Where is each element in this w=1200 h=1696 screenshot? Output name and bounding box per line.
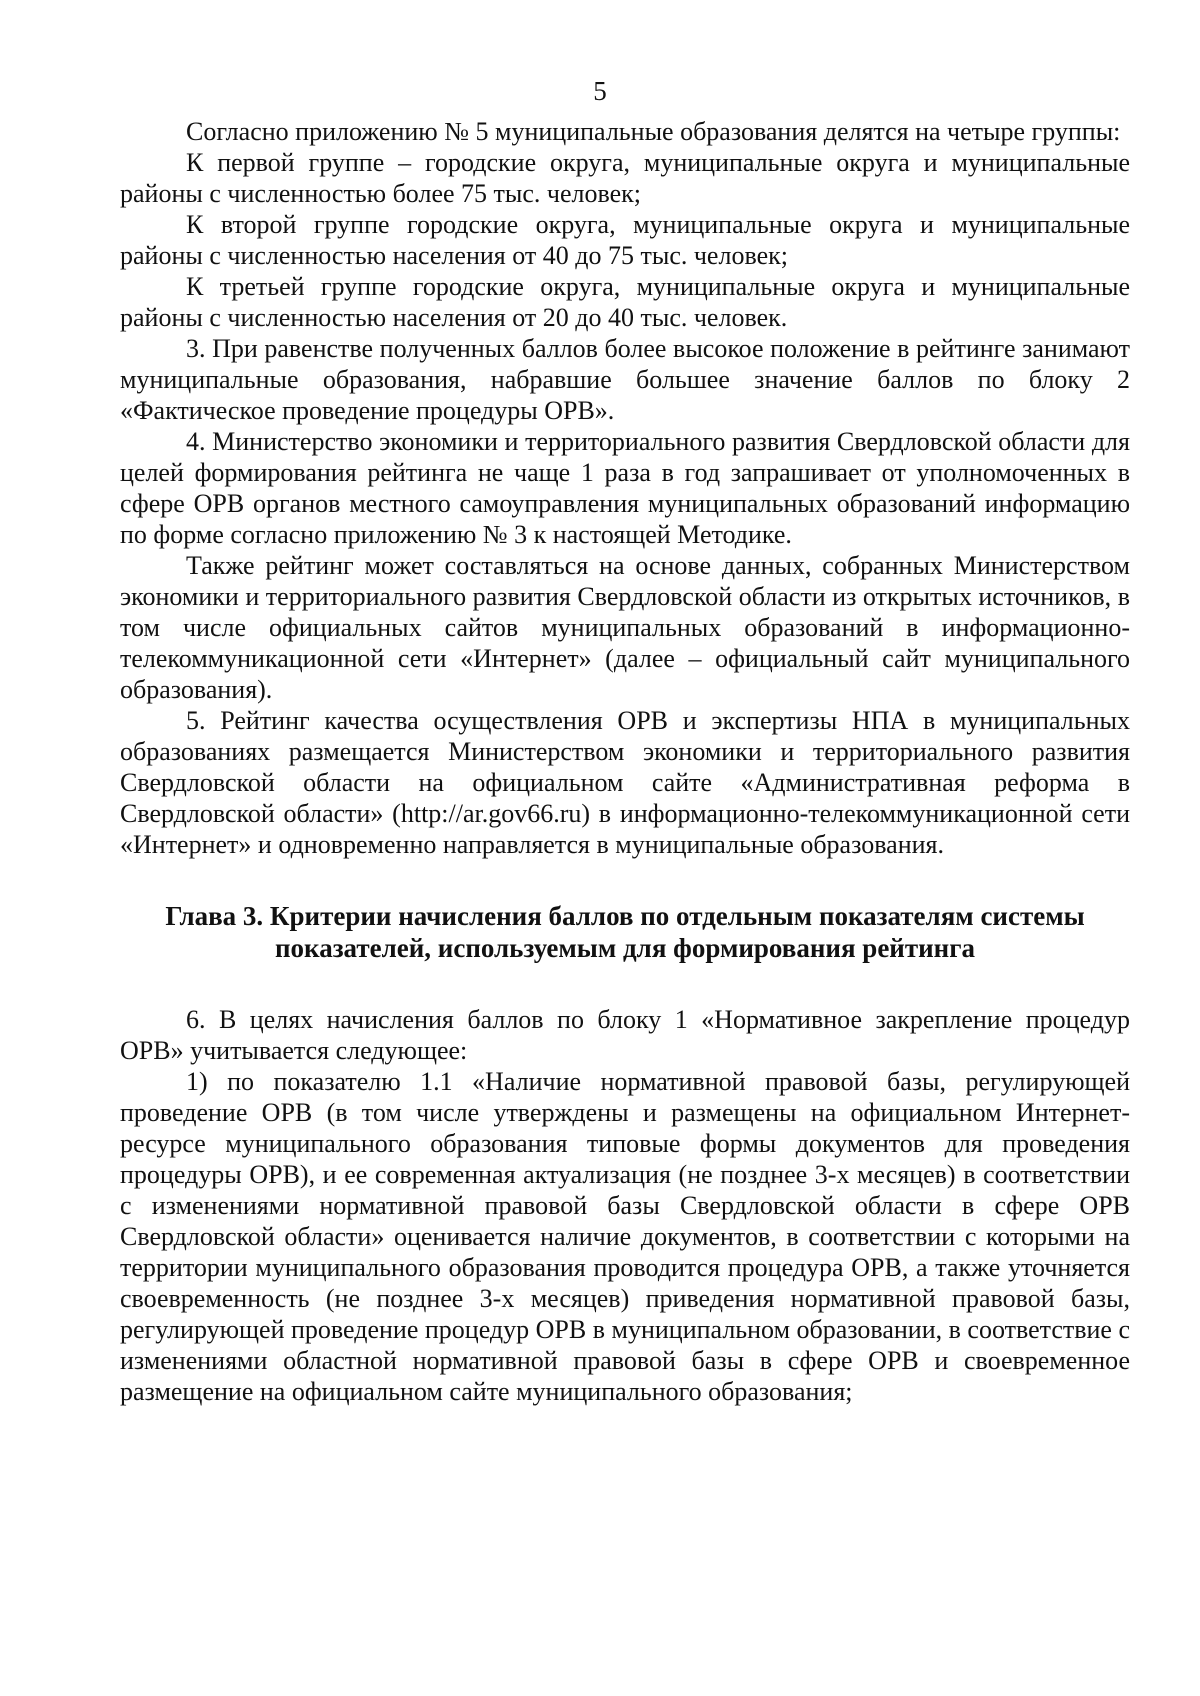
heading-spacer xyxy=(120,964,1130,1004)
chapter-heading: Глава 3. Критерии начисления баллов по отдельным показателям системы показателей, используемым для формирования рейтинга xyxy=(165,901,1085,963)
paragraph-item-6-1: 1) по показателю 1.1 «Наличие нормативной правовой базы, регулирующей проведение ОРВ (в том числе утверждены и размещены на официальном Интернет-ресурсе муниципального образования типовые формы документов для проведения процедуры ОРВ), и ее современная актуализация (не позднее 3-х месяцев) в соответствии с изменениями нормативной правовой базы Свердловской области в сфере ОРВ Свердловской области» оценивается наличие документов, в соответствии с которыми на территории муниципального образования проводится процедура ОРВ, а также уточняется своевременность (не позднее 3-х месяцев) приведения нормативной правовой базы, регулирующей проведение процедур ОРВ в муниципальном образовании, в соответствие с изменениями областной нормативной правовой базы в сфере ОРВ и своевременное размещение на официальном сайте муниципального образования; xyxy=(120,1067,1130,1406)
paragraph-group-2: К второй группе городские округа, муниципальные округа и муниципальные районы с численностью населения от 40 до 75 тыс. человек; xyxy=(120,210,1130,270)
page-number: 5 xyxy=(593,76,607,106)
paragraph-groups-intro: Согласно приложению № 5 муниципальные образования делятся на четыре группы: xyxy=(186,117,1121,146)
paragraph-item-4: 4. Министерство экономики и территориального развития Свердловской области для целей формирования рейтинга не чаще 1 раза в год запрашивает от уполномоченных в сфере ОРВ органов местного самоуправления муниципальных образований информацию по форме согласно приложению № 3 к настоящей Методике. xyxy=(120,427,1130,549)
paragraph-group-3: К третьей группе городские округа, муниципальные округа и муниципальные районы с численностью населения от 20 до 40 тыс. человек. xyxy=(120,272,1130,332)
paragraph-group-1: К первой группе – городские округа, муниципальные округа и муниципальные районы с численностью более 75 тыс. человек; xyxy=(120,148,1130,208)
paragraph-item-4-also: Также рейтинг может составляться на основе данных, собранных Министерством экономики и территориального развития Свердловской области из открытых источников, в том числе официальных сайтов муниципальных образований в информационно-телекоммуникационной сети «Интернет» (далее – официальный сайт муниципального образования). xyxy=(120,551,1130,704)
document-body xyxy=(120,116,1130,1407)
paragraph-item-3: 3. При равенстве полученных баллов более высокое положение в рейтинге занимают муниципальные образования, набравшие большее значение баллов по блоку 2 «Фактическое проведение процедуры ОРВ». xyxy=(120,334,1130,425)
paragraph-item-5: 5. Рейтинг качества осуществления ОРВ и экспертизы НПА в муниципальных образованиях размещается Министерством экономики и территориального развития Свердловской области на официальном сайте «Административная реформа в Свердловской области» (http://ar.gov66.ru) в информационно-телекоммуникационной сети «Интернет» и одновременно направляется в муниципальные образования. xyxy=(120,706,1130,859)
paragraph-item-6: 6. В целях начисления баллов по блоку 1 «Нормативное закрепление процедур ОРВ» учитывается следующее: xyxy=(120,1005,1130,1065)
